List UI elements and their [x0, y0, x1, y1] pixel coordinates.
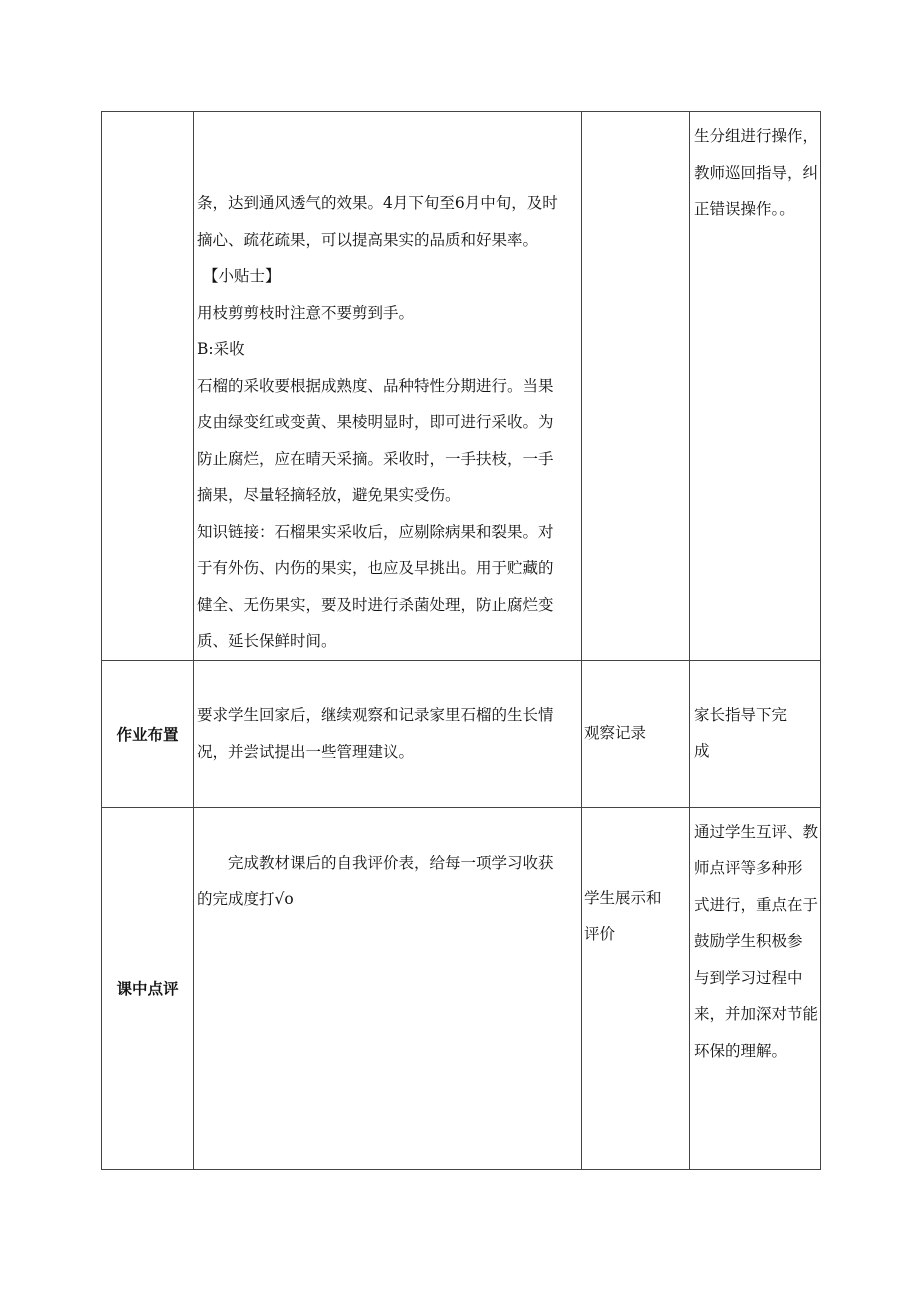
text-line: 与到学习过程中: [694, 968, 803, 987]
text-line: 来，并加深对节能: [694, 1005, 819, 1023]
text-line: 环保的理解。: [694, 1041, 788, 1060]
activity-cell: [194, 807, 582, 1169]
text-line: 健全、无伤果实，要及时进行杀菌处理，防止腐烂变: [197, 595, 554, 614]
table-row: [102, 660, 821, 807]
text-line: 摘心、疏花疏果，可以提高果实的品质和好果率。: [197, 230, 539, 249]
activity-cell: [194, 112, 582, 661]
stage-label: 课中点评: [102, 807, 194, 1169]
text-line: 况，并尝试提出一些管理建议。: [197, 742, 415, 761]
text-line: 要求学生回家后，继续观察和记录家里石榴的生长情: [197, 706, 554, 724]
method-cell: [582, 807, 690, 1169]
text-line: 生分组进行操作，: [694, 127, 819, 145]
text-line: 正错误操作。。: [694, 200, 795, 218]
method-text: 观察记录: [584, 724, 647, 743]
text-line: 皮由绿变红或变黄、果棱明显时，即可进行采收。为: [197, 413, 554, 431]
table-row: [102, 807, 821, 1169]
lesson-plan-table: [101, 111, 821, 1170]
text-line: 成: [694, 742, 710, 760]
method-cell: [582, 112, 690, 661]
table-row: [102, 112, 821, 661]
text-line: 石榴的采收要根据成熟度、品种特性分期进行。当果: [197, 376, 554, 395]
text-line: 摘果，尽量轻摘轻放，避免果实受伤。: [197, 486, 461, 504]
stage-label: 作业布置: [102, 660, 194, 807]
note-cell: [690, 660, 821, 807]
stage-cell: [102, 112, 194, 661]
text-line: 评价: [584, 925, 616, 943]
text-line: 家长指导下完: [694, 705, 788, 724]
method-cell: [582, 660, 690, 807]
section-heading: B:采收: [197, 340, 245, 358]
text-line: 教师巡回指导，纠: [694, 163, 819, 182]
activity-cell: [194, 660, 582, 807]
text-line: 于有外伤、内伤的果实，也应及早挑出。用于贮藏的: [197, 559, 554, 577]
note-cell: [690, 112, 821, 661]
text-line: 条，达到通风透气的效果。4月下旬至6月中旬，及时: [197, 194, 558, 212]
text-line: 学生展示和: [584, 888, 662, 907]
text-line: 师点评等多种形: [694, 859, 803, 877]
text-line: 用枝剪剪枝时注意不要剪到手。: [197, 303, 415, 322]
note-cell: [690, 807, 821, 1169]
text-line: 完成教材课后的自我评价表，给每一项学习收获: [228, 853, 554, 872]
tip-heading: 【小贴士】: [203, 267, 281, 285]
text-line: 知识链接：石榴果实采收后，应剔除病果和裂果。对: [197, 522, 554, 541]
text-line: 的完成度打√o: [197, 890, 294, 908]
text-line: 防止腐烂，应在晴天采摘。采收时，一手扶枝，一手: [197, 449, 554, 468]
text-line: 质、延长保鲜时间。: [197, 632, 337, 650]
text-line: 式进行，重点在于: [694, 895, 819, 914]
text-line: 鼓励学生积极参: [694, 932, 803, 950]
text-line: 通过学生互评、教: [694, 822, 819, 841]
